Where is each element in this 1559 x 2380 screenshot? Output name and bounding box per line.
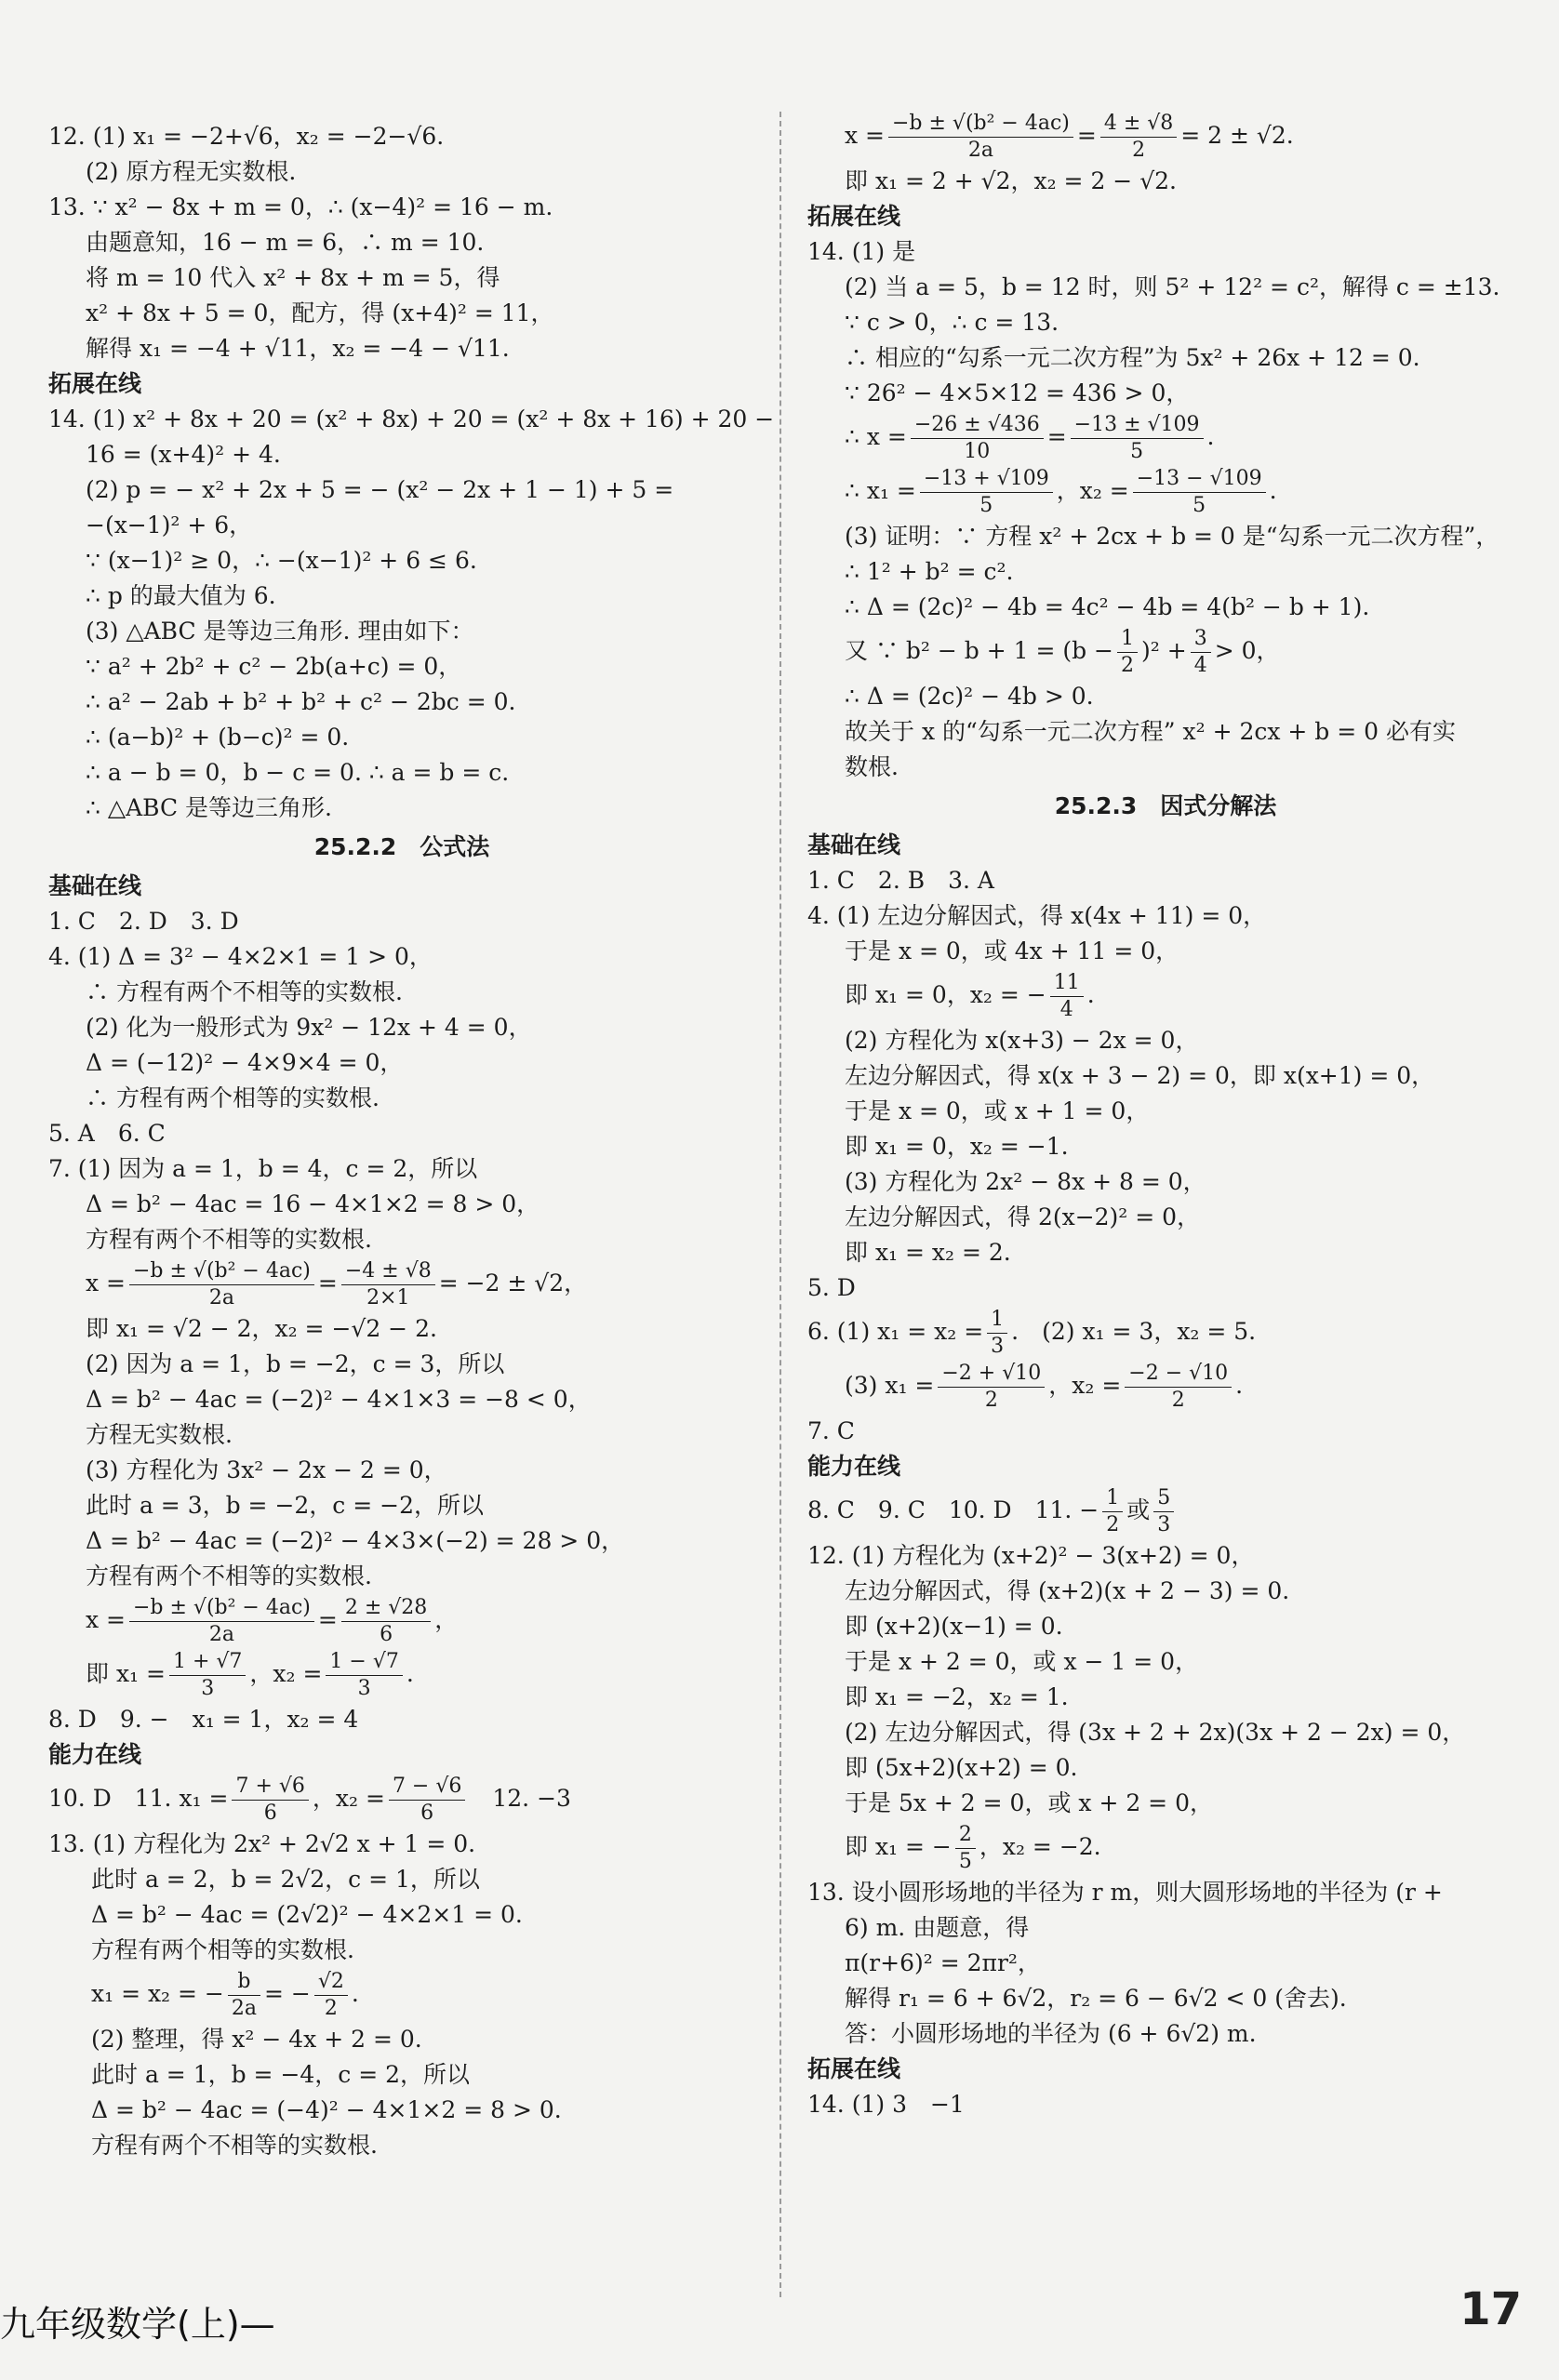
formula-line: [48, 1257, 755, 1311]
formula-text: . (2) x₁ = 3，x₂ = 5.: [1011, 1318, 1257, 1345]
text-line: ∴ p 的最大值为 6.: [86, 582, 276, 609]
text-line: ∵ c > 0，∴ c = 13.: [845, 309, 1059, 336]
text-line: 于是 x = 0，或 4x + 11 = 0，: [845, 937, 1179, 964]
numerator: −13 ± √109: [1071, 412, 1204, 439]
numerator: −26 ± √436: [911, 412, 1044, 439]
denominator: 5: [1130, 440, 1144, 463]
fraction: [920, 466, 1053, 519]
denominator: 6: [263, 1802, 277, 1825]
denominator: 10: [964, 440, 991, 463]
fraction: [169, 1649, 246, 1702]
text-line: ∴ 方程有两个不相等的实数根.: [86, 978, 403, 1005]
formula-line: [807, 465, 1524, 519]
text-line: (3) 方程化为 3x² − 2x − 2 = 0，: [86, 1456, 447, 1483]
formula-text: .: [1269, 477, 1277, 504]
fraction: [314, 1969, 348, 2022]
text-line: (2) 因为 a = 1，b = −2，c = 3，所以: [86, 1350, 505, 1377]
text-line: 左边分解因式，得 2(x−2)² = 0，: [845, 1203, 1201, 1230]
section-heading: 拓展在线: [807, 203, 901, 230]
text-line: 即 (5x+2)(x+2) = 0.: [845, 1754, 1078, 1781]
text-line: 左边分解因式，得 (x+2)(x + 2 − 3) = 0.: [845, 1577, 1290, 1604]
fraction: [987, 1307, 1007, 1360]
text-line: (3) △ABC 是等边三角形. 理由如下：: [86, 618, 474, 645]
section-title: 25.2.2 公式法: [313, 833, 490, 860]
formula-text: 即 x₁ =: [86, 1660, 166, 1687]
text-line: 此时 a = 3，b = −2，c = −2，所以: [86, 1492, 484, 1519]
formula-text: 又 ∵ b² − b + 1 = (b −: [845, 637, 1114, 664]
text-line: −(x−1)² + 6，: [86, 512, 253, 538]
numerator: 2: [955, 1822, 976, 1849]
formula-text: =: [317, 1270, 338, 1296]
formula-text: ∴ x =: [845, 423, 907, 450]
section-heading: 能力在线: [48, 1741, 142, 1768]
text-line: 6) m. 由题意，得: [845, 1914, 1030, 1941]
formula-text: 即 x₁ = −: [845, 1833, 952, 1860]
numerator: −2 + √10: [938, 1361, 1045, 1388]
text-line: (2) 原方程无实数根.: [86, 158, 297, 185]
formula-text: ，: [434, 1606, 459, 1633]
denominator: 3: [357, 1677, 371, 1700]
formula-text: x =: [86, 1606, 126, 1633]
fraction: [888, 111, 1073, 164]
formula-line: [807, 1306, 1524, 1360]
fraction: [129, 1595, 314, 1648]
formula-line: [807, 969, 1524, 1023]
denominator: 5: [1193, 494, 1206, 517]
fraction: [1050, 970, 1084, 1023]
text-line: ∵ 26² − 4×5×12 = 436 > 0，: [845, 379, 1190, 406]
section-heading: 基础在线: [807, 831, 901, 858]
text-line: 5. A 6. C: [48, 1120, 166, 1147]
text-line: 4. (1) Δ = 3² − 4×2×1 = 1 > 0，: [48, 943, 433, 970]
text-line: 由题意知，16 − m = 6，∴ m = 10.: [86, 229, 485, 256]
text-line: ∴ Δ = (2c)² − 4b > 0.: [845, 683, 1094, 710]
formula-text: (3) x₁ =: [845, 1372, 935, 1399]
text-line: 左边分解因式，得 x(x + 3 − 2) = 0，即 x(x+1) = 0，: [845, 1062, 1435, 1089]
denominator: 2: [324, 1997, 338, 2020]
text-line: Δ = b² − 4ac = (2√2)² − 4×2×1 = 0.: [91, 1901, 523, 1928]
denominator: 2a: [967, 139, 993, 162]
text-line: (2) 整理，得 x² − 4x + 2 = 0.: [91, 2026, 422, 2053]
text-line: ∴ 相应的“勾系一元二次方程”为 5x² + 26x + 12 = 0.: [845, 344, 1420, 371]
fraction: [228, 1969, 260, 2022]
text-line: 即 x₁ = √2 − 2，x₂ = −√2 − 2.: [86, 1315, 437, 1342]
section-heading: 拓展在线: [807, 2055, 901, 2082]
text-line: (2) 当 a = 5，b = 12 时，则 5² + 12² = c²，解得 c = ±13.: [845, 273, 1500, 300]
fraction: [1100, 111, 1177, 164]
text-line: 5. D: [807, 1274, 856, 1301]
text-line: (2) 方程化为 x(x+3) − 2x = 0，: [845, 1027, 1199, 1054]
text-line: 4. (1) 左边分解因式，得 x(4x + 11) = 0，: [807, 902, 1267, 929]
text-line: Δ = b² − 4ac = 16 − 4×1×2 = 8 > 0，: [86, 1190, 540, 1217]
right-column: [807, 110, 1524, 2122]
text-line: 1. C 2. D 3. D: [48, 908, 239, 935]
numerator: −b ± √(b² − 4ac): [888, 111, 1073, 138]
text-line: ∴ a − b = 0，b − c = 0. ∴ a = b = c.: [86, 759, 510, 786]
denominator: 6: [420, 1802, 434, 1825]
denominator: 5: [958, 1850, 972, 1873]
text-line: 即 x₁ = 0，x₂ = −1.: [845, 1133, 1069, 1160]
text-line: ∴ a² − 2ab + b² + b² + c² − 2bc = 0.: [86, 688, 516, 715]
formula-line: [807, 1360, 1524, 1414]
formula-text: x₁ = x₂ = −: [91, 1980, 224, 2007]
formula-text: )² +: [1141, 637, 1187, 664]
formula-line: [48, 1648, 755, 1702]
text-line: 方程有两个不相等的实数根.: [86, 1226, 372, 1253]
text-line: 解得 r₁ = 6 + 6√2，r₂ = 6 − 6√2 < 0 (舍去).: [845, 1985, 1347, 2012]
text-line: Δ = b² − 4ac = (−2)² − 4×3×(−2) = 28 > 0，: [86, 1527, 625, 1554]
section-title: 25.2.3 因式分解法: [1054, 792, 1277, 819]
formula-text: 8. C 9. C 10. D 11. −: [807, 1496, 1099, 1523]
formula-line: [48, 1773, 755, 1827]
denominator: 2: [1171, 1389, 1185, 1412]
numerator: −2 − √10: [1125, 1361, 1232, 1388]
denominator: 4: [1059, 998, 1073, 1021]
formula-text: ，x₂ = −2.: [979, 1833, 1101, 1860]
denominator: 3: [991, 1335, 1005, 1358]
denominator: 2: [984, 1389, 998, 1412]
numerator: 1: [1117, 626, 1138, 653]
fraction: [326, 1649, 402, 1702]
text-line: 答：小圆形场地的半径为 (6 + 6√2) m.: [845, 2020, 1257, 2047]
text-line: 解得 x₁ = −4 + √11，x₂ = −4 − √11.: [86, 335, 510, 362]
denominator: 5: [979, 494, 993, 517]
text-line: x² + 8x + 5 = 0，配方，得 (x+4)² = 11，: [86, 299, 554, 326]
fraction: [1102, 1485, 1123, 1538]
text-line: 1. C 2. B 3. A: [807, 867, 994, 894]
text-line: 故关于 x 的“勾系一元二次方程” x² + 2cx + b = 0 必有实: [845, 718, 1457, 745]
numerator: −13 − √109: [1133, 466, 1266, 493]
text-line: 方程有两个不相等的实数根.: [86, 1562, 372, 1589]
text-line: 于是 5x + 2 = 0，或 x + 2 = 0，: [845, 1789, 1213, 1816]
formula-text: ，x₂ =: [249, 1660, 323, 1687]
text-line: ∵ a² + 2b² + c² − 2b(a+c) = 0，: [86, 653, 462, 680]
formula-text: ，x₂ =: [1056, 477, 1129, 504]
fraction: [1071, 412, 1204, 465]
formula-text: 10. D 11. x₁ =: [48, 1785, 229, 1812]
text-line: 方程有两个相等的实数根.: [91, 1936, 354, 1963]
text-line: 13. 设小圆形场地的半径为 r m，则大圆形场地的半径为 (r +: [807, 1879, 1443, 1906]
formula-line: [807, 110, 1524, 164]
text-line: ∴ (a−b)² + (b−c)² = 0.: [86, 724, 350, 751]
formula-text: = −: [264, 1980, 311, 2007]
numerator: 1 + √7: [169, 1649, 246, 1676]
formula-text: x =: [86, 1270, 126, 1296]
text-line: 此时 a = 2，b = 2√2，c = 1，所以: [91, 1866, 480, 1893]
formula-text: ，x₂ =: [312, 1785, 385, 1812]
fraction: [1117, 626, 1138, 679]
formula-text: .: [1206, 423, 1215, 450]
formula-text: > 0，: [1214, 637, 1280, 664]
text-line: 13. (1) 方程化为 2x² + 2√2 x + 1 = 0.: [48, 1830, 476, 1857]
text-line: Δ = (−12)² − 4×9×4 = 0，: [86, 1049, 404, 1076]
formula-text: .: [406, 1660, 414, 1687]
numerator: √2: [314, 1969, 348, 1996]
formula-text: ，x₂ =: [1048, 1372, 1122, 1399]
denominator: 2a: [208, 1623, 234, 1646]
text-line: 此时 a = 1，b = −4，c = 2，所以: [91, 2061, 471, 2088]
formula-text: .: [1235, 1372, 1244, 1399]
text-line: π(r+6)² = 2πr²，: [845, 1949, 1041, 1976]
text-line: 数根.: [845, 753, 899, 780]
text-line: ∴ 方程有两个相等的实数根.: [86, 1084, 380, 1111]
fraction: [1125, 1361, 1232, 1414]
denominator: 2: [1132, 139, 1146, 162]
fraction: [129, 1258, 314, 1311]
text-line: 7. C: [807, 1417, 855, 1444]
text-line: ∴ △ABC 是等边三角形.: [86, 794, 332, 821]
text-line: 8. D 9. − x₁ = 1，x₂ = 4: [48, 1706, 359, 1733]
numerator: 7 − √6: [389, 1774, 465, 1801]
denominator: 6: [380, 1623, 393, 1646]
formula-text: ∴ x₁ =: [845, 477, 916, 504]
text-line: Δ = b² − 4ac = (−2)² − 4×1×3 = −8 < 0，: [86, 1386, 592, 1413]
text-line: (2) 左边分解因式，得 (3x + 2 + 2x)(3x + 2 − 2x) = 0，: [845, 1719, 1466, 1746]
denominator: 3: [1157, 1513, 1171, 1536]
formula-text: 即 x₁ = 0，x₂ = −: [845, 981, 1046, 1008]
text-line: 即 x₁ = −2，x₂ = 1.: [845, 1683, 1069, 1710]
formula-text: 12. −3: [469, 1785, 571, 1812]
fraction: [911, 412, 1044, 465]
fraction: [232, 1774, 308, 1827]
numerator: 1: [987, 1307, 1007, 1334]
text-line: (2) p = − x² + 2x + 5 = − (x² − 2x + 1 − 1) + 5 =: [86, 476, 674, 503]
formula-line: [48, 1968, 755, 2022]
denominator: 4: [1193, 654, 1207, 677]
fraction: [389, 1774, 465, 1827]
fraction: [1153, 1485, 1174, 1538]
numerator: b: [228, 1969, 260, 1996]
formula-text: =: [317, 1606, 338, 1633]
formula-line: [48, 1594, 755, 1648]
denominator: 2a: [231, 1997, 257, 2020]
numerator: 4 ± √8: [1100, 111, 1177, 138]
formula-text: =: [1076, 122, 1097, 149]
numerator: 11: [1050, 970, 1084, 997]
fraction: [1133, 466, 1266, 519]
page-number: 17: [1459, 2283, 1522, 2335]
denominator: 2: [1106, 1513, 1120, 1536]
numerator: 1 − √7: [326, 1649, 402, 1676]
text-line: 7. (1) 因为 a = 1，b = 4，c = 2，所以: [48, 1155, 478, 1182]
fraction: [341, 1258, 435, 1311]
formula-text: =: [1046, 423, 1067, 450]
text-line: (3) 证明：∵ 方程 x² + 2cx + b = 0 是“勾系一元二次方程”，: [845, 523, 1499, 550]
fraction: [938, 1361, 1045, 1414]
text-line: (3) 方程化为 2x² − 8x + 8 = 0，: [845, 1168, 1206, 1195]
fraction: [1191, 626, 1211, 679]
text-line: ∴ 1² + b² = c².: [845, 558, 1014, 585]
denominator: 2: [1121, 654, 1135, 677]
text-line: 13. ∵ x² − 8x + m = 0，∴ (x−4)² = 16 − m.: [48, 193, 553, 220]
formula-text: = 2 ± √2.: [1180, 122, 1294, 149]
section-heading: 拓展在线: [48, 370, 142, 397]
column-divider: [780, 112, 781, 2297]
formula-line: [807, 625, 1524, 679]
denominator: 2a: [208, 1286, 234, 1310]
numerator: −4 ± √8: [341, 1258, 435, 1285]
numerator: 2 ± √28: [341, 1595, 431, 1622]
formula-text: x =: [845, 122, 885, 149]
section-heading: 基础在线: [48, 872, 142, 899]
formula-text: 6. (1) x₁ = x₂ =: [807, 1318, 984, 1345]
numerator: 7 + √6: [232, 1774, 308, 1801]
formula-text: .: [1086, 981, 1095, 1008]
text-line: ∵ (x−1)² ≥ 0，∴ −(x−1)² + 6 ≤ 6.: [86, 547, 477, 574]
formula-line: [807, 1821, 1524, 1875]
text-line: 14. (1) x² + 8x + 20 = (x² + 8x) + 20 = (x² + 8x + 16) + 20 −: [48, 406, 775, 432]
formula-line: [807, 1484, 1524, 1538]
text-line: 16 = (x+4)² + 4.: [86, 441, 281, 468]
denominator: 2×1: [366, 1286, 410, 1310]
text-line: 于是 x + 2 = 0，或 x − 1 = 0，: [845, 1648, 1199, 1675]
text-line: 于是 x = 0，或 x + 1 = 0，: [845, 1097, 1150, 1124]
formula-text: 或: [1126, 1496, 1151, 1523]
text-line: 14. (1) 是: [807, 238, 916, 265]
text-line: 即 x₁ = x₂ = 2.: [845, 1239, 1011, 1266]
fraction: [341, 1595, 431, 1648]
footer-book-title: 九年级数学(上)—: [0, 2304, 275, 2345]
text-line: 14. (1) 3 −1: [807, 2091, 965, 2118]
numerator: −13 + √109: [920, 466, 1053, 493]
text-line: ∴ Δ = (2c)² − 4b = 4c² − 4b = 4(b² − b + 1).: [845, 593, 1370, 620]
text-line: 即 (x+2)(x−1) = 0.: [845, 1613, 1063, 1640]
section-heading: 能力在线: [807, 1453, 901, 1480]
text-line: 方程有两个不相等的实数根.: [91, 2132, 378, 2159]
numerator: 5: [1153, 1485, 1174, 1512]
numerator: −b ± √(b² − 4ac): [129, 1258, 314, 1285]
text-line: 12. (1) 方程化为 (x+2)² − 3(x+2) = 0，: [807, 1542, 1255, 1569]
fraction: [955, 1822, 976, 1875]
formula-text: = −2 ± √2，: [438, 1270, 588, 1296]
numerator: 3: [1191, 626, 1211, 653]
text-line: 12. (1) x₁ = −2+√6，x₂ = −2−√6.: [48, 123, 445, 150]
denominator: 3: [201, 1677, 215, 1700]
text-line: 方程无实数根.: [86, 1421, 233, 1448]
text-line: (2) 化为一般形式为 9x² − 12x + 4 = 0，: [86, 1014, 532, 1041]
formula-line: [807, 411, 1524, 465]
text-line: Δ = b² − 4ac = (−4)² − 4×1×2 = 8 > 0.: [91, 2096, 562, 2123]
text-line: 即 x₁ = 2 + √2，x₂ = 2 − √2.: [845, 167, 1177, 194]
formula-text: .: [351, 1980, 359, 2007]
numerator: 1: [1102, 1485, 1123, 1512]
text-line: 将 m = 10 代入 x² + 8x + m = 5，得: [86, 264, 500, 291]
numerator: −b ± √(b² − 4ac): [129, 1595, 314, 1622]
left-column: [48, 119, 775, 2163]
